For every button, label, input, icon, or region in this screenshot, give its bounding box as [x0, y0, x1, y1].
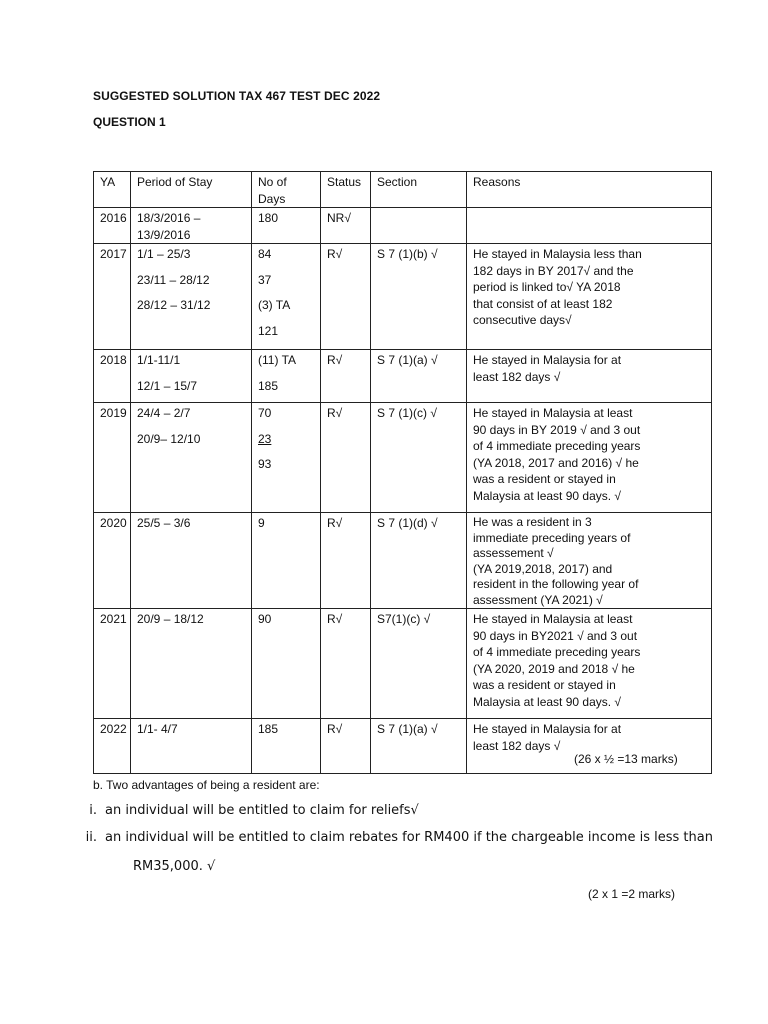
- cell-status: R√: [321, 513, 371, 609]
- cell-section: S 7 (1)(a) √: [371, 350, 467, 403]
- header-period: Period of Stay: [131, 172, 252, 208]
- cell-section: S 7 (1)(a) √: [371, 719, 467, 774]
- header-reasons: Reasons: [467, 172, 712, 208]
- header-ya: YA: [94, 172, 131, 208]
- period-line: 28/12 – 31/12: [137, 298, 211, 312]
- period-line: 1/1- 4/7: [137, 722, 178, 736]
- cell-status: R√: [321, 403, 371, 513]
- cell-days: [252, 609, 321, 719]
- reason-line: Malaysia at least 90 days. √: [473, 488, 621, 503]
- reason-line: He stayed in Malaysia less than: [473, 247, 642, 261]
- table-row: [94, 208, 712, 244]
- reason-line: He was a resident in 3: [473, 515, 592, 529]
- part-b-intro: b. Two advantages of being a resident are:: [93, 778, 320, 792]
- cell-reasons: [467, 513, 712, 609]
- period-line: 1/1-11/1: [137, 353, 181, 367]
- cell-days: [252, 403, 321, 513]
- cell-period: [131, 350, 252, 403]
- reason-line: He stayed in Malaysia for at: [473, 353, 622, 367]
- reason-line: (YA 2019,2018, 2017) and: [473, 561, 613, 576]
- item-text: an individual will be entitled to claim for reliefs√: [105, 803, 419, 818]
- reason-line: assessement √: [473, 546, 554, 560]
- reason-line: period is linked to√ YA 2018: [473, 280, 621, 294]
- period-line: 24/4 – 2/7: [137, 406, 191, 420]
- table-row: [94, 609, 712, 719]
- advantage-item: [75, 830, 713, 845]
- days-line: 23: [258, 431, 272, 446]
- document-title: SUGGESTED SOLUTION TAX 467 TEST DEC 2022: [93, 89, 381, 103]
- cell-ya: 2020: [94, 513, 131, 609]
- table-row: [94, 350, 712, 403]
- days-total: 93: [258, 457, 272, 471]
- advantage-item-continuation: RM35,000. √: [133, 859, 216, 874]
- item-text: an individual will be entitled to claim rebates for RM400 if the chargeable income is less than: [105, 830, 713, 845]
- cell-ya: 2017: [94, 244, 131, 350]
- period-line: 23/11 – 28/12: [137, 272, 210, 287]
- reason-line: of 4 immediate preceding years: [473, 645, 641, 659]
- cell-reasons: [467, 609, 712, 719]
- reason-line: that consist of at least 182: [473, 296, 613, 311]
- days-line: (11) TA: [258, 353, 297, 367]
- days-line: 185: [258, 378, 279, 393]
- period-line: 18/3/2016 – 13/9/2016: [137, 211, 201, 242]
- cell-reasons: [467, 208, 712, 244]
- reason-line: He stayed in Malaysia for at: [473, 722, 622, 736]
- cell-section: [371, 208, 467, 244]
- header-days: No of Days: [252, 172, 321, 208]
- reason-line: resident in the following year of: [473, 577, 639, 591]
- reason-line: (YA 2018, 2017 and 2016) √ he: [473, 455, 639, 470]
- table-row: [94, 403, 712, 513]
- cell-reasons: [467, 350, 712, 403]
- cell-days: [252, 719, 321, 774]
- reason-line: 182 days in BY 2017√ and the: [473, 263, 634, 278]
- cell-status: R√: [321, 609, 371, 719]
- cell-period: [131, 719, 252, 774]
- part-b-marks: (2 x 1 =2 marks): [588, 887, 676, 901]
- cell-section: S 7 (1)(c) √: [371, 403, 467, 513]
- header-section: Section: [371, 172, 467, 208]
- reason-line: least 182 days √: [473, 738, 561, 753]
- cell-period: [131, 244, 252, 350]
- cell-ya: 2022: [94, 719, 131, 774]
- days-line: 180: [258, 211, 279, 225]
- cell-reasons: [467, 403, 712, 513]
- reason-line: 90 days in BY 2019 √ and 3 out: [473, 422, 641, 437]
- reason-line: assessment (YA 2021) √: [473, 592, 603, 607]
- days-line: 9: [258, 516, 265, 530]
- cell-days: [252, 208, 321, 244]
- reason-line: 90 days in BY2021 √ and 3 out: [473, 628, 638, 643]
- cell-ya: 2016: [94, 208, 131, 244]
- item-number: ii.: [85, 830, 97, 845]
- cell-period: [131, 403, 252, 513]
- reason-line: He stayed in Malaysia at least: [473, 406, 633, 420]
- table-header-row: [94, 172, 712, 208]
- cell-days: [252, 513, 321, 609]
- cell-status: NR√: [321, 208, 371, 244]
- item-number: i.: [89, 803, 97, 818]
- table-row: [94, 244, 712, 350]
- reason-line: of 4 immediate preceding years: [473, 439, 641, 453]
- cell-ya: 2018: [94, 350, 131, 403]
- reason-line: was a resident or stayed in: [473, 678, 616, 692]
- days-line: 37: [258, 272, 272, 287]
- cell-period: [131, 208, 252, 244]
- cell-status: R√: [321, 350, 371, 403]
- table-row: [94, 513, 712, 609]
- residence-status-table: [93, 171, 712, 774]
- advantage-item: [75, 803, 419, 818]
- cell-period: [131, 513, 252, 609]
- reason-line: He stayed in Malaysia at least: [473, 612, 633, 626]
- days-total: 121: [258, 323, 279, 338]
- days-line: 70: [258, 406, 272, 420]
- cell-days: [252, 244, 321, 350]
- cell-section: S7(1)(c) √: [371, 609, 467, 719]
- table-marks: (26 x ½ =13 marks): [574, 752, 678, 766]
- reason-line: Malaysia at least 90 days. √: [473, 694, 621, 709]
- days-line: 90: [258, 612, 272, 626]
- days-line: 185: [258, 722, 279, 736]
- cell-status: R√: [321, 244, 371, 350]
- cell-section: S 7 (1)(d) √: [371, 513, 467, 609]
- reason-line: was a resident or stayed in: [473, 472, 616, 486]
- period-line: 12/1 – 15/7: [137, 378, 198, 393]
- reason-line: immediate preceding years of: [473, 530, 631, 545]
- period-line: 25/5 – 3/6: [137, 516, 191, 530]
- cell-period: [131, 609, 252, 719]
- cell-status: R√: [321, 719, 371, 774]
- cell-ya: 2019: [94, 403, 131, 513]
- days-line: 84: [258, 247, 272, 261]
- period-line: 1/1 – 25/3: [137, 247, 191, 261]
- header-status: Status: [321, 172, 371, 208]
- reason-line: (YA 2020, 2019 and 2018 √ he: [473, 661, 635, 676]
- cell-days: [252, 350, 321, 403]
- days-line: (3) TA: [258, 298, 291, 312]
- period-line: 20/9 – 18/12: [137, 612, 204, 626]
- reason-line: least 182 days √: [473, 369, 561, 384]
- cell-reasons: [467, 244, 712, 350]
- period-line: 20/9– 12/10: [137, 431, 201, 446]
- question-heading: QUESTION 1: [93, 115, 166, 129]
- reason-line: consecutive days√: [473, 313, 572, 327]
- cell-section: S 7 (1)(b) √: [371, 244, 467, 350]
- cell-ya: 2021: [94, 609, 131, 719]
